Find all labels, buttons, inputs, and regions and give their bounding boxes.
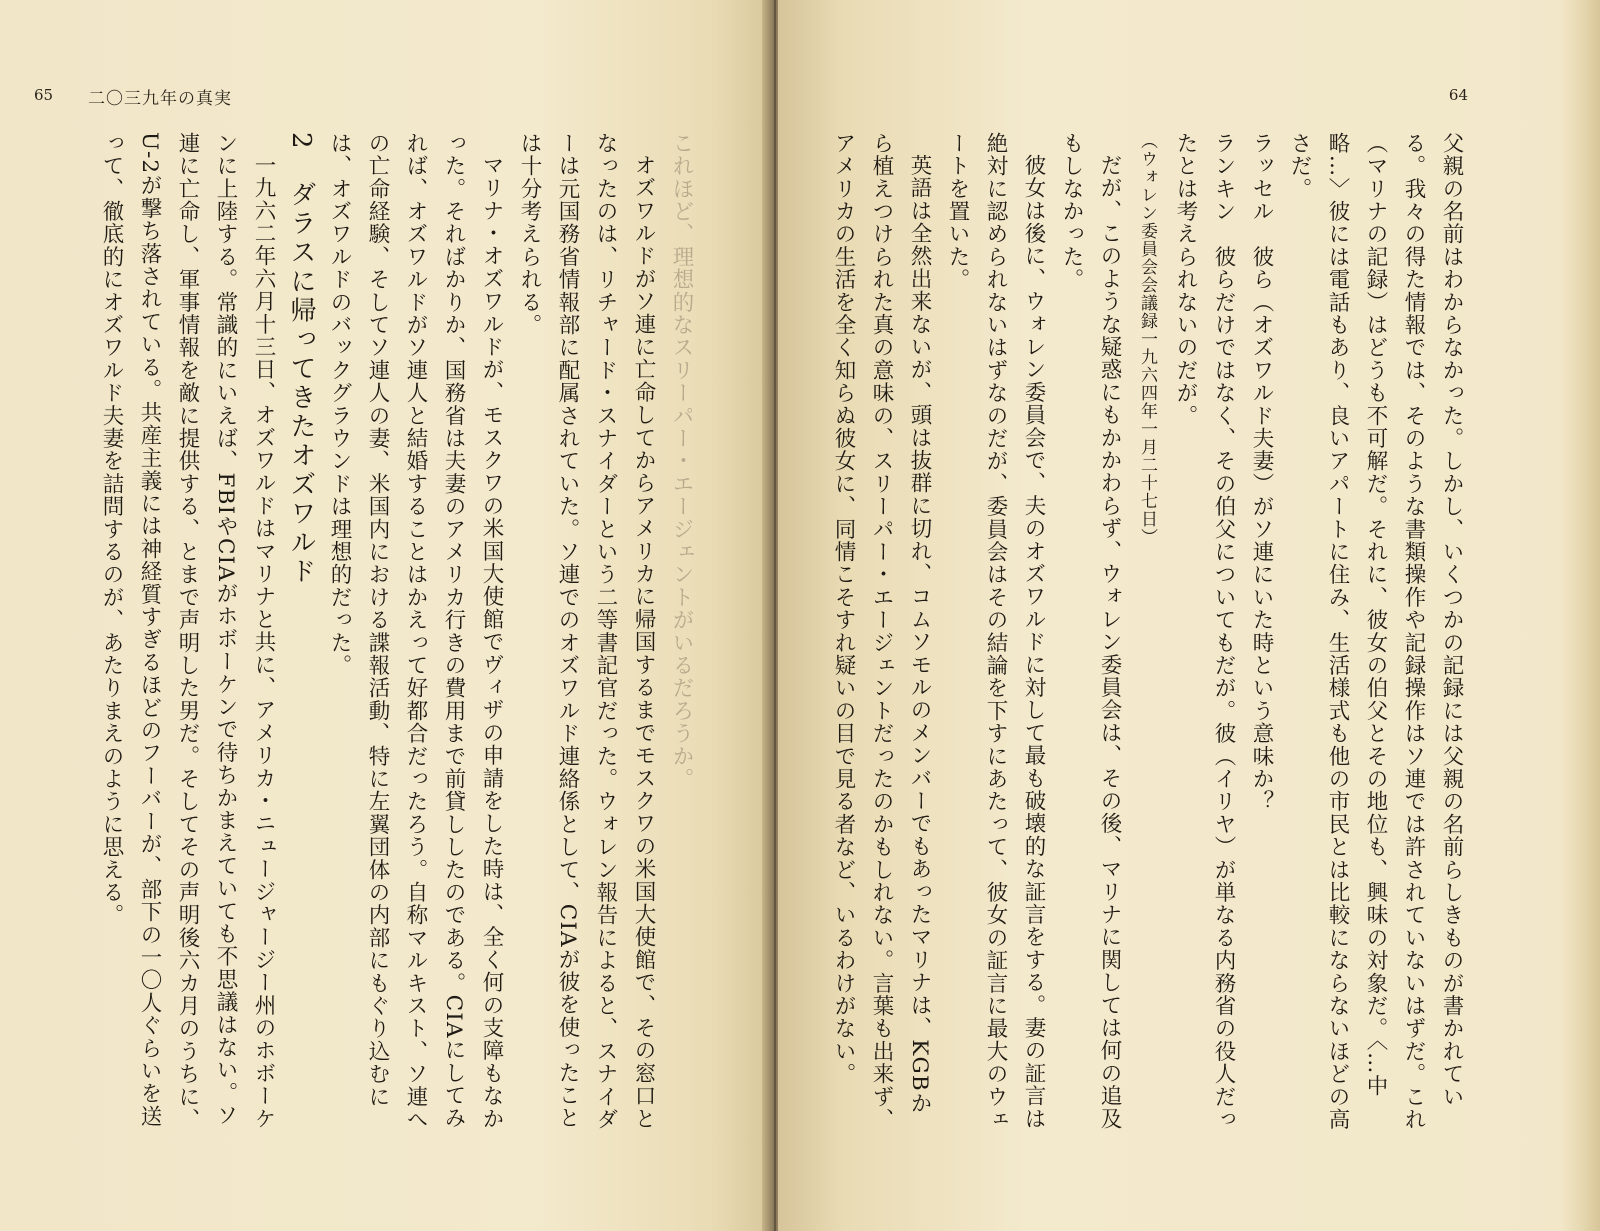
right-page [778, 0, 1600, 1231]
paragraph: オズワルドがソ連に亡命してからアメリカに帰国するまでモスクワの米国大使館で、その窓口となったのは、リチャード・スナイダーという二等書記官だった。ウォレン報告によると、スナイダーは元国務省情報部に配属されていた。ソ連でのオズワルド連絡係として、CIAが彼を使ったことは十分考えられる。 [517, 132, 656, 1131]
right-page-body [780, 132, 1470, 1132]
speaker-name: ランキン [1211, 132, 1236, 223]
left-page-body [10, 132, 700, 1132]
left-page [0, 0, 770, 1231]
paragraph: 一九六二年六月十三日、オズワルドはマリナと共に、アメリカ・ニュージャージー州のホボーケンに上陸する。常識的にいえば、FBIやCIAがホボーケンで待ちかまえていても不思議はない。ソ連に亡命し、軍事情報を敵に提供する、とまで声明した男だ。そしてその声明後六カ月のうちに、U-2が撃ち落されている。共産主義には神経質すぎるほどのフーバーが、部下の一〇人ぐらいを送って、徹底的にオズワルド夫妻を詰問するのが、あたりまえのように思える。 [99, 132, 276, 1131]
dialogue-line [1166, 132, 1242, 1132]
paragraph: マリナ・オズワルドが、モスクワの米国大使館でヴィザの申請をした時は、全く何の支障もなかった。そればかりか、国務省は夫妻のアメリカ行きの費用まで前貸ししたのである。CIAにしてみれば、オズワルドがソ連人と結婚することはかえって好都合だったろう。自称マルキスト、ソ連への亡命経験、そしてソ連人の妻、米国内における諜報活動、特に左翼団体の内部にもぐり込むには、オズワルドのバックグラウンドは理想的だった。 [327, 132, 504, 1131]
dialogue-text: 彼らだけではなく、その伯父についてもだが。彼（イリヤ）が単なる内務省の役人だったとは考えられないのだが。 [1173, 132, 1236, 1131]
page-edge [1560, 0, 1600, 1231]
right-page-number: 64 [1448, 86, 1468, 104]
left-page-number: 65 [34, 86, 54, 104]
speaker-name: ラッセル [1249, 132, 1274, 223]
paragraph: 彼女は後に、ウォレン委員会で、夫のオズワルドに対して最も破壊的な証言をする。妻の証言は絶対に認められないはずなのだが、委員会はその結論を下すにあたって、彼女の証言に最大のウェートを置いた。 [945, 132, 1046, 1131]
section-heading: 2 ダラスに帰ってきたオズワルド [286, 132, 316, 587]
dialogue-line [1242, 132, 1280, 1132]
quoted-paragraph: 父親の名前はわからなかった。しかし、いくつかの記録には父親の名前らしきものが書かれている。我々の得た情報では、そのような書類操作や記録操作はソ連では許されていないはずだ。これ（マリナの記録）はどうも不可解だ。それに、彼女の伯父とその地位も、興味の対象だ。〈…中略…〉彼には電話もあり、良いアパートに住み、生活様式も他の市民とは比較にならないほどの高さだ。 [1287, 132, 1464, 1131]
paragraph: これほど、理想的なスリーパー・エージェントがいるだろうか。 [669, 132, 694, 791]
dialogue-text: 彼ら（オズワルド夫妻）がソ連にいた時という意味か？ [1249, 245, 1274, 814]
running-head: 二〇三九年の真実 [88, 89, 232, 109]
paragraph: 英語は全然出来ないが、頭は抜群に切れ、コムソモルのメンバーでもあったマリナは、KGBから植えつけられた真の意味の、スリーパー・エージェントだったのかもしれない。言葉も出来ず、アメリカの生活を全く知らぬ彼女に、同情こそすれ疑いの目で見る者など、いるわけがない。 [831, 132, 932, 1131]
paragraph: だが、このような疑惑にもかかわらず、ウォレン委員会は、その後、マリナに関しては何の追及もしなかった。 [1059, 132, 1122, 1130]
citation: （ウォレン委員会会議録一九六四年一月二十七日） [1137, 132, 1157, 546]
